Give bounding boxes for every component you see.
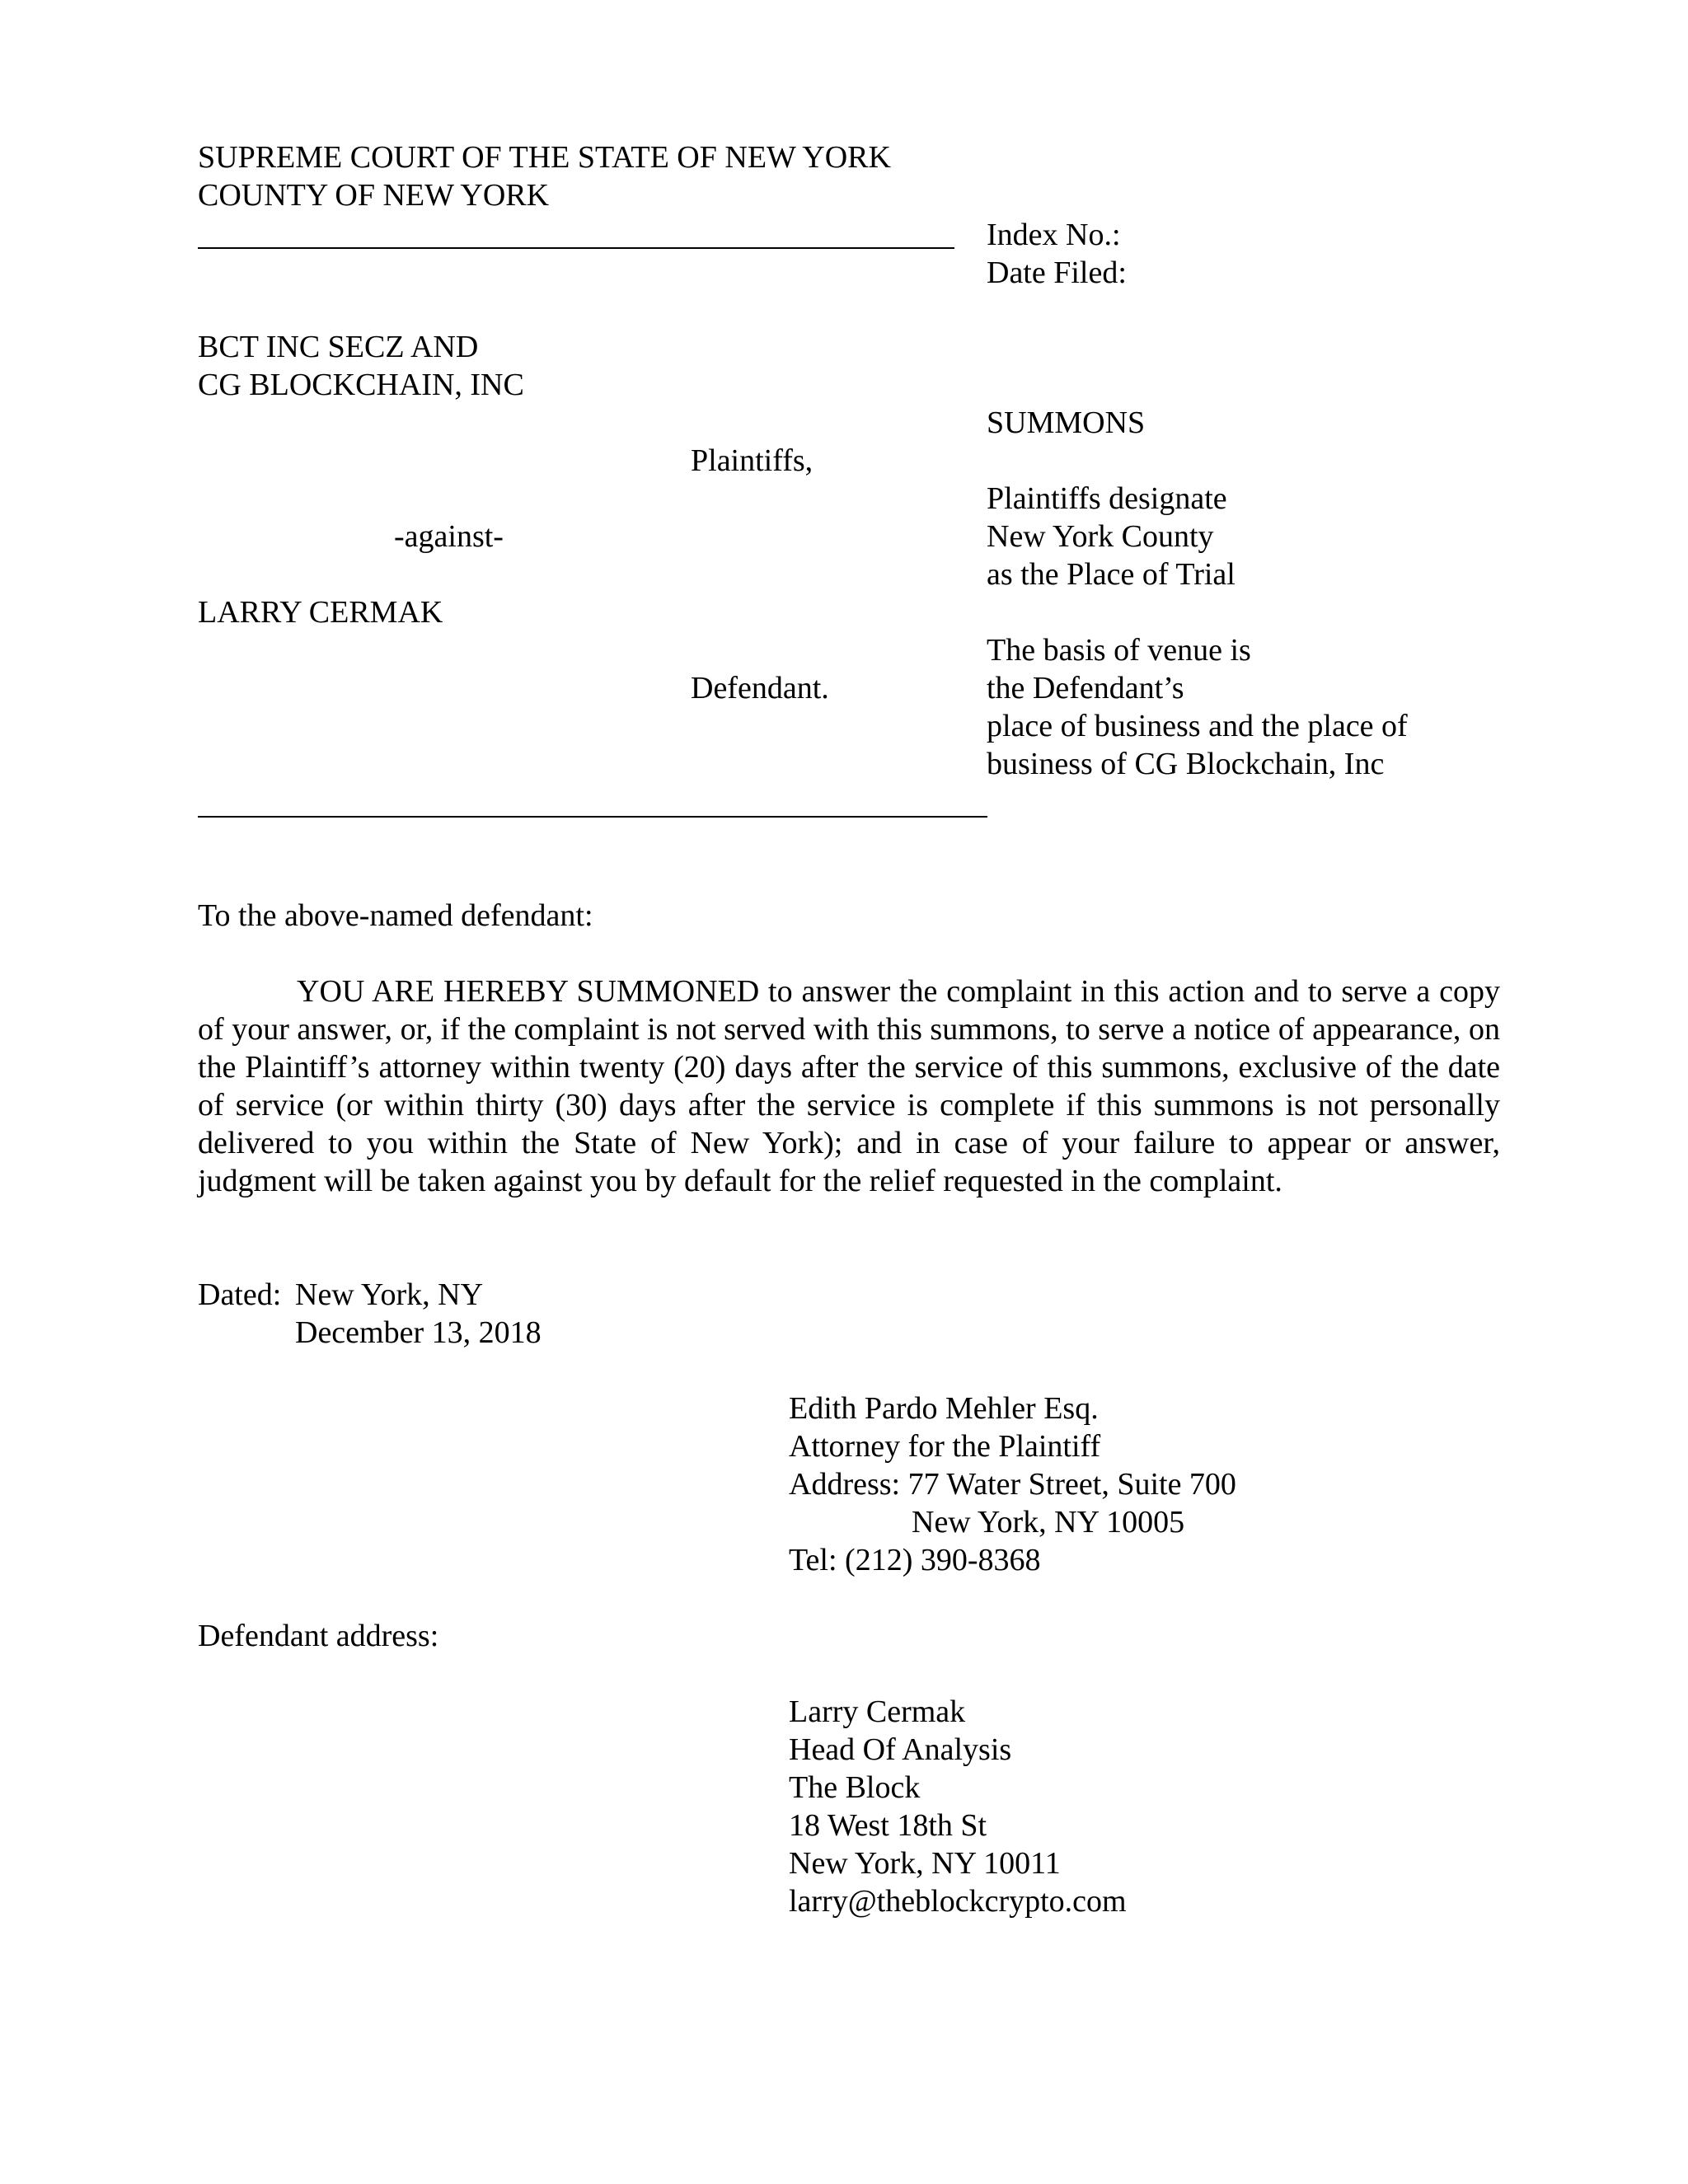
- attorney-role: Attorney for the Plaintiff: [789, 1429, 1101, 1464]
- attorney-tel: Tel: (212) 390-8368: [789, 1543, 1041, 1577]
- defendant-address-label: Defendant address:: [198, 1619, 439, 1653]
- defendant-city: New York, NY 10011: [789, 1846, 1061, 1881]
- court-name: SUPREME COURT OF THE STATE OF NEW YORK: [198, 140, 891, 175]
- dated-date: December 13, 2018: [295, 1315, 542, 1350]
- designate-line-2: New York County: [987, 519, 1214, 554]
- summons-title: SUMMONS: [987, 405, 1146, 440]
- designate-line-1: Plaintiffs designate: [987, 481, 1227, 516]
- defendant-company: The Block: [789, 1770, 921, 1805]
- dated-label: Dated:: [198, 1277, 282, 1312]
- court-county: COUNTY OF NEW YORK: [198, 178, 550, 213]
- summons-paragraph-text: YOU ARE HEREBY SUMMONED to answer the complaint in this action and to serve a copy of your answer, or, if the complaint is not served with this summons, to serve a notice of appearance, on the Plaintiff’s attorney within twenty (20) days after the service of this summons, exclusive of the date of service (or within thirty (30) days after the service is complete if this summons is not personally delivered to you within the State of New York); and in case of your failure to appear or answer, judgment will be taken against you by default for the relief requested in the complaint.: [198, 974, 1500, 1198]
- defendant-contact-name: Larry Cermak: [789, 1694, 966, 1729]
- venue-line-2: the Defendant’s: [987, 671, 1184, 705]
- caption-bottom-rule: [198, 816, 987, 818]
- defendant-email: larry@theblockcrypto.com: [789, 1884, 1127, 1919]
- date-filed-label: Date Filed:: [987, 255, 1127, 290]
- plaintiff-line-2: CG BLOCKCHAIN, INC: [198, 368, 524, 402]
- defendant-name: LARRY CERMAK: [198, 595, 443, 630]
- plaintiff-line-1: BCT INC SECZ AND: [198, 330, 479, 364]
- dated-place: New York, NY: [295, 1277, 484, 1312]
- attorney-address-line-1: Address: 77 Water Street, Suite 700: [789, 1467, 1236, 1502]
- summons-paragraph: [198, 972, 1500, 1200]
- defendant-label: Defendant.: [691, 671, 829, 705]
- venue-line-4: business of CG Blockchain, Inc: [987, 747, 1385, 781]
- caption-top-rule: [198, 247, 954, 249]
- defendant-street: 18 West 18th St: [789, 1808, 987, 1843]
- venue-line-1: The basis of venue is: [987, 633, 1251, 668]
- index-no-label: Index No.:: [987, 218, 1121, 252]
- attorney-address-line-2: New York, NY 10005: [912, 1505, 1185, 1540]
- salutation: To the above-named defendant:: [198, 898, 593, 933]
- attorney-name: Edith Pardo Mehler Esq.: [789, 1391, 1099, 1426]
- venue-line-3: place of business and the place of: [987, 709, 1408, 743]
- designate-line-3: as the Place of Trial: [987, 557, 1236, 592]
- plaintiffs-label: Plaintiffs,: [691, 443, 814, 478]
- defendant-contact-title: Head Of Analysis: [789, 1732, 1012, 1767]
- against-label: -against-: [394, 519, 504, 554]
